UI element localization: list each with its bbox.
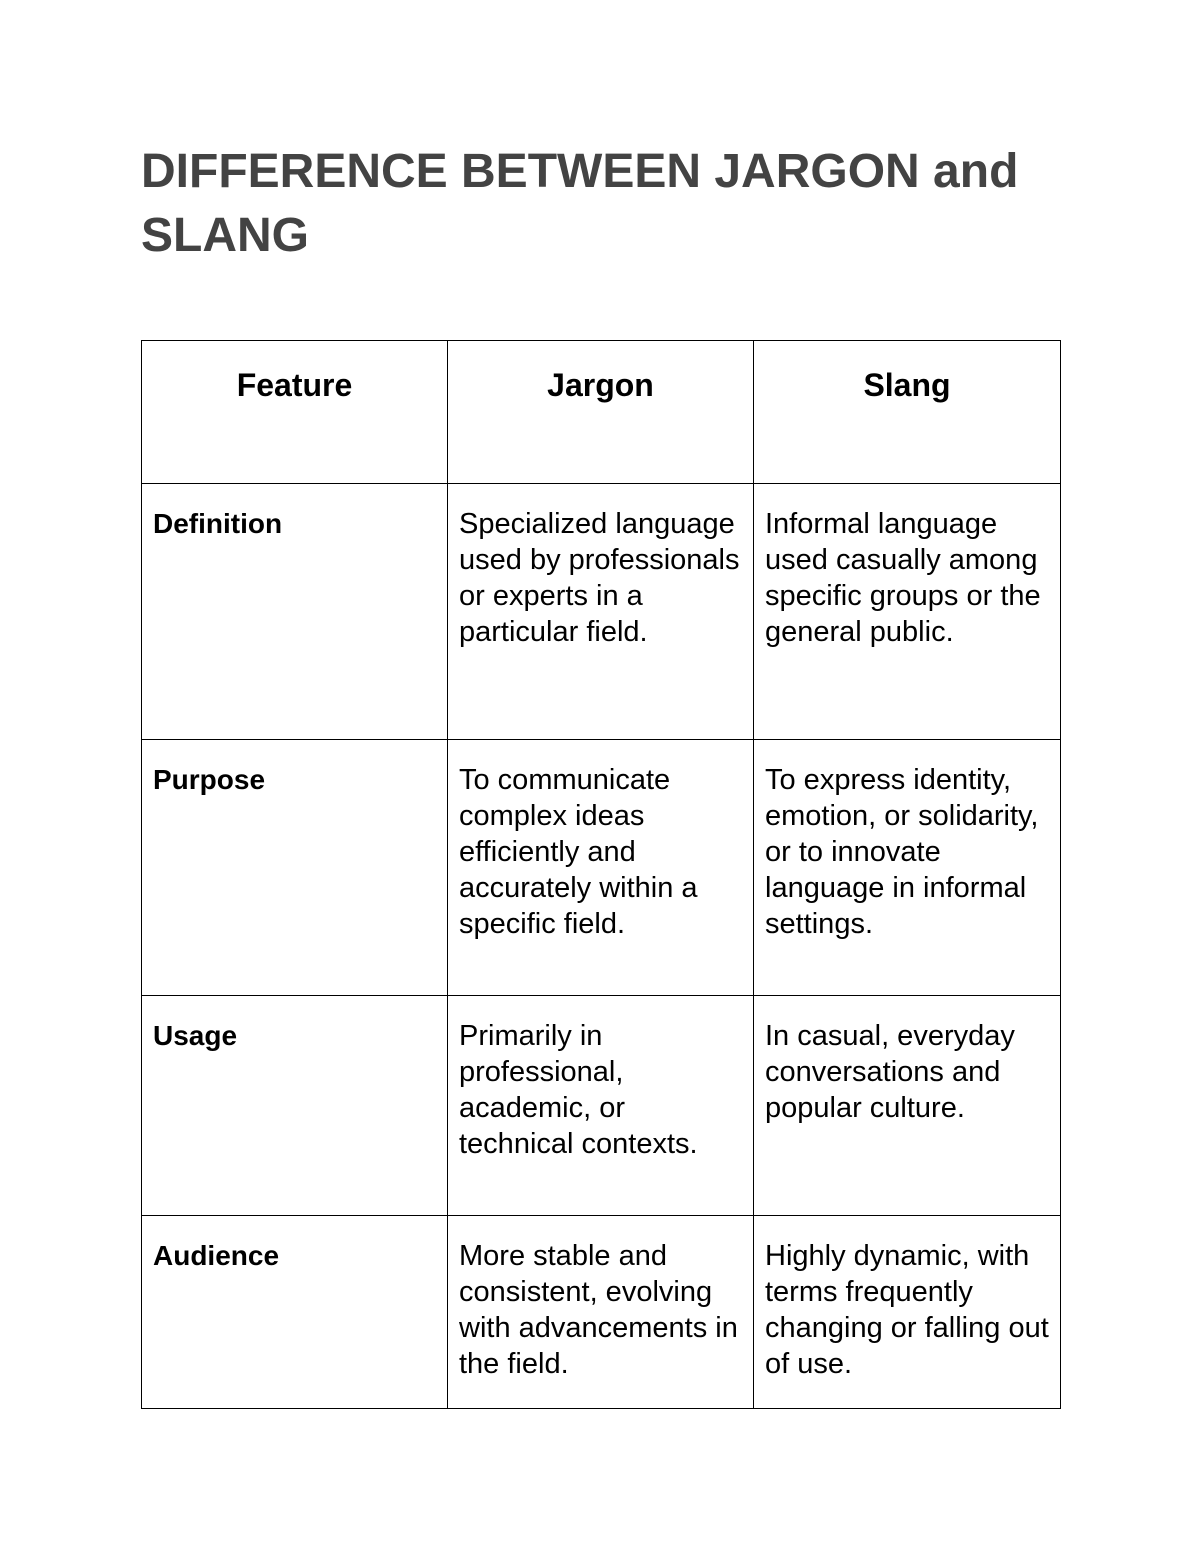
table-row [142, 996, 1061, 1216]
comparison-table [141, 340, 1061, 1409]
row-feature-label: Audience [142, 1216, 448, 1409]
header-slang: Slang [754, 341, 1061, 484]
jargon-cell: Specialized language used by professionals or experts in a particular field. [448, 484, 754, 740]
row-feature-label: Usage [142, 996, 448, 1216]
slang-cell: In casual, everyday conversations and popular culture. [754, 996, 1061, 1216]
jargon-cell: More stable and consistent, evolving with advancements in the field. [448, 1216, 754, 1409]
slang-cell: Informal language used casually among specific groups or the general public. [754, 484, 1061, 740]
row-feature-label: Purpose [142, 740, 448, 996]
jargon-cell: To communicate complex ideas efficiently and accurately within a specific field. [448, 740, 754, 996]
table-row [142, 740, 1061, 996]
slang-cell: Highly dynamic, with terms frequently changing or falling out of use. [754, 1216, 1061, 1409]
header-jargon: Jargon [448, 341, 754, 484]
jargon-cell: Primarily in professional, academic, or technical contexts. [448, 996, 754, 1216]
page-title: DIFFERENCE BETWEEN JARGON and SLANG [141, 145, 1019, 262]
row-feature-label: Definition [142, 484, 448, 740]
table-row [142, 484, 1061, 740]
slang-cell: To express identity, emotion, or solidarity, or to innovate language in informal settings. [754, 740, 1061, 996]
header-feature: Feature [142, 341, 448, 484]
table-row [142, 1216, 1061, 1409]
table-header-row [142, 341, 1061, 484]
